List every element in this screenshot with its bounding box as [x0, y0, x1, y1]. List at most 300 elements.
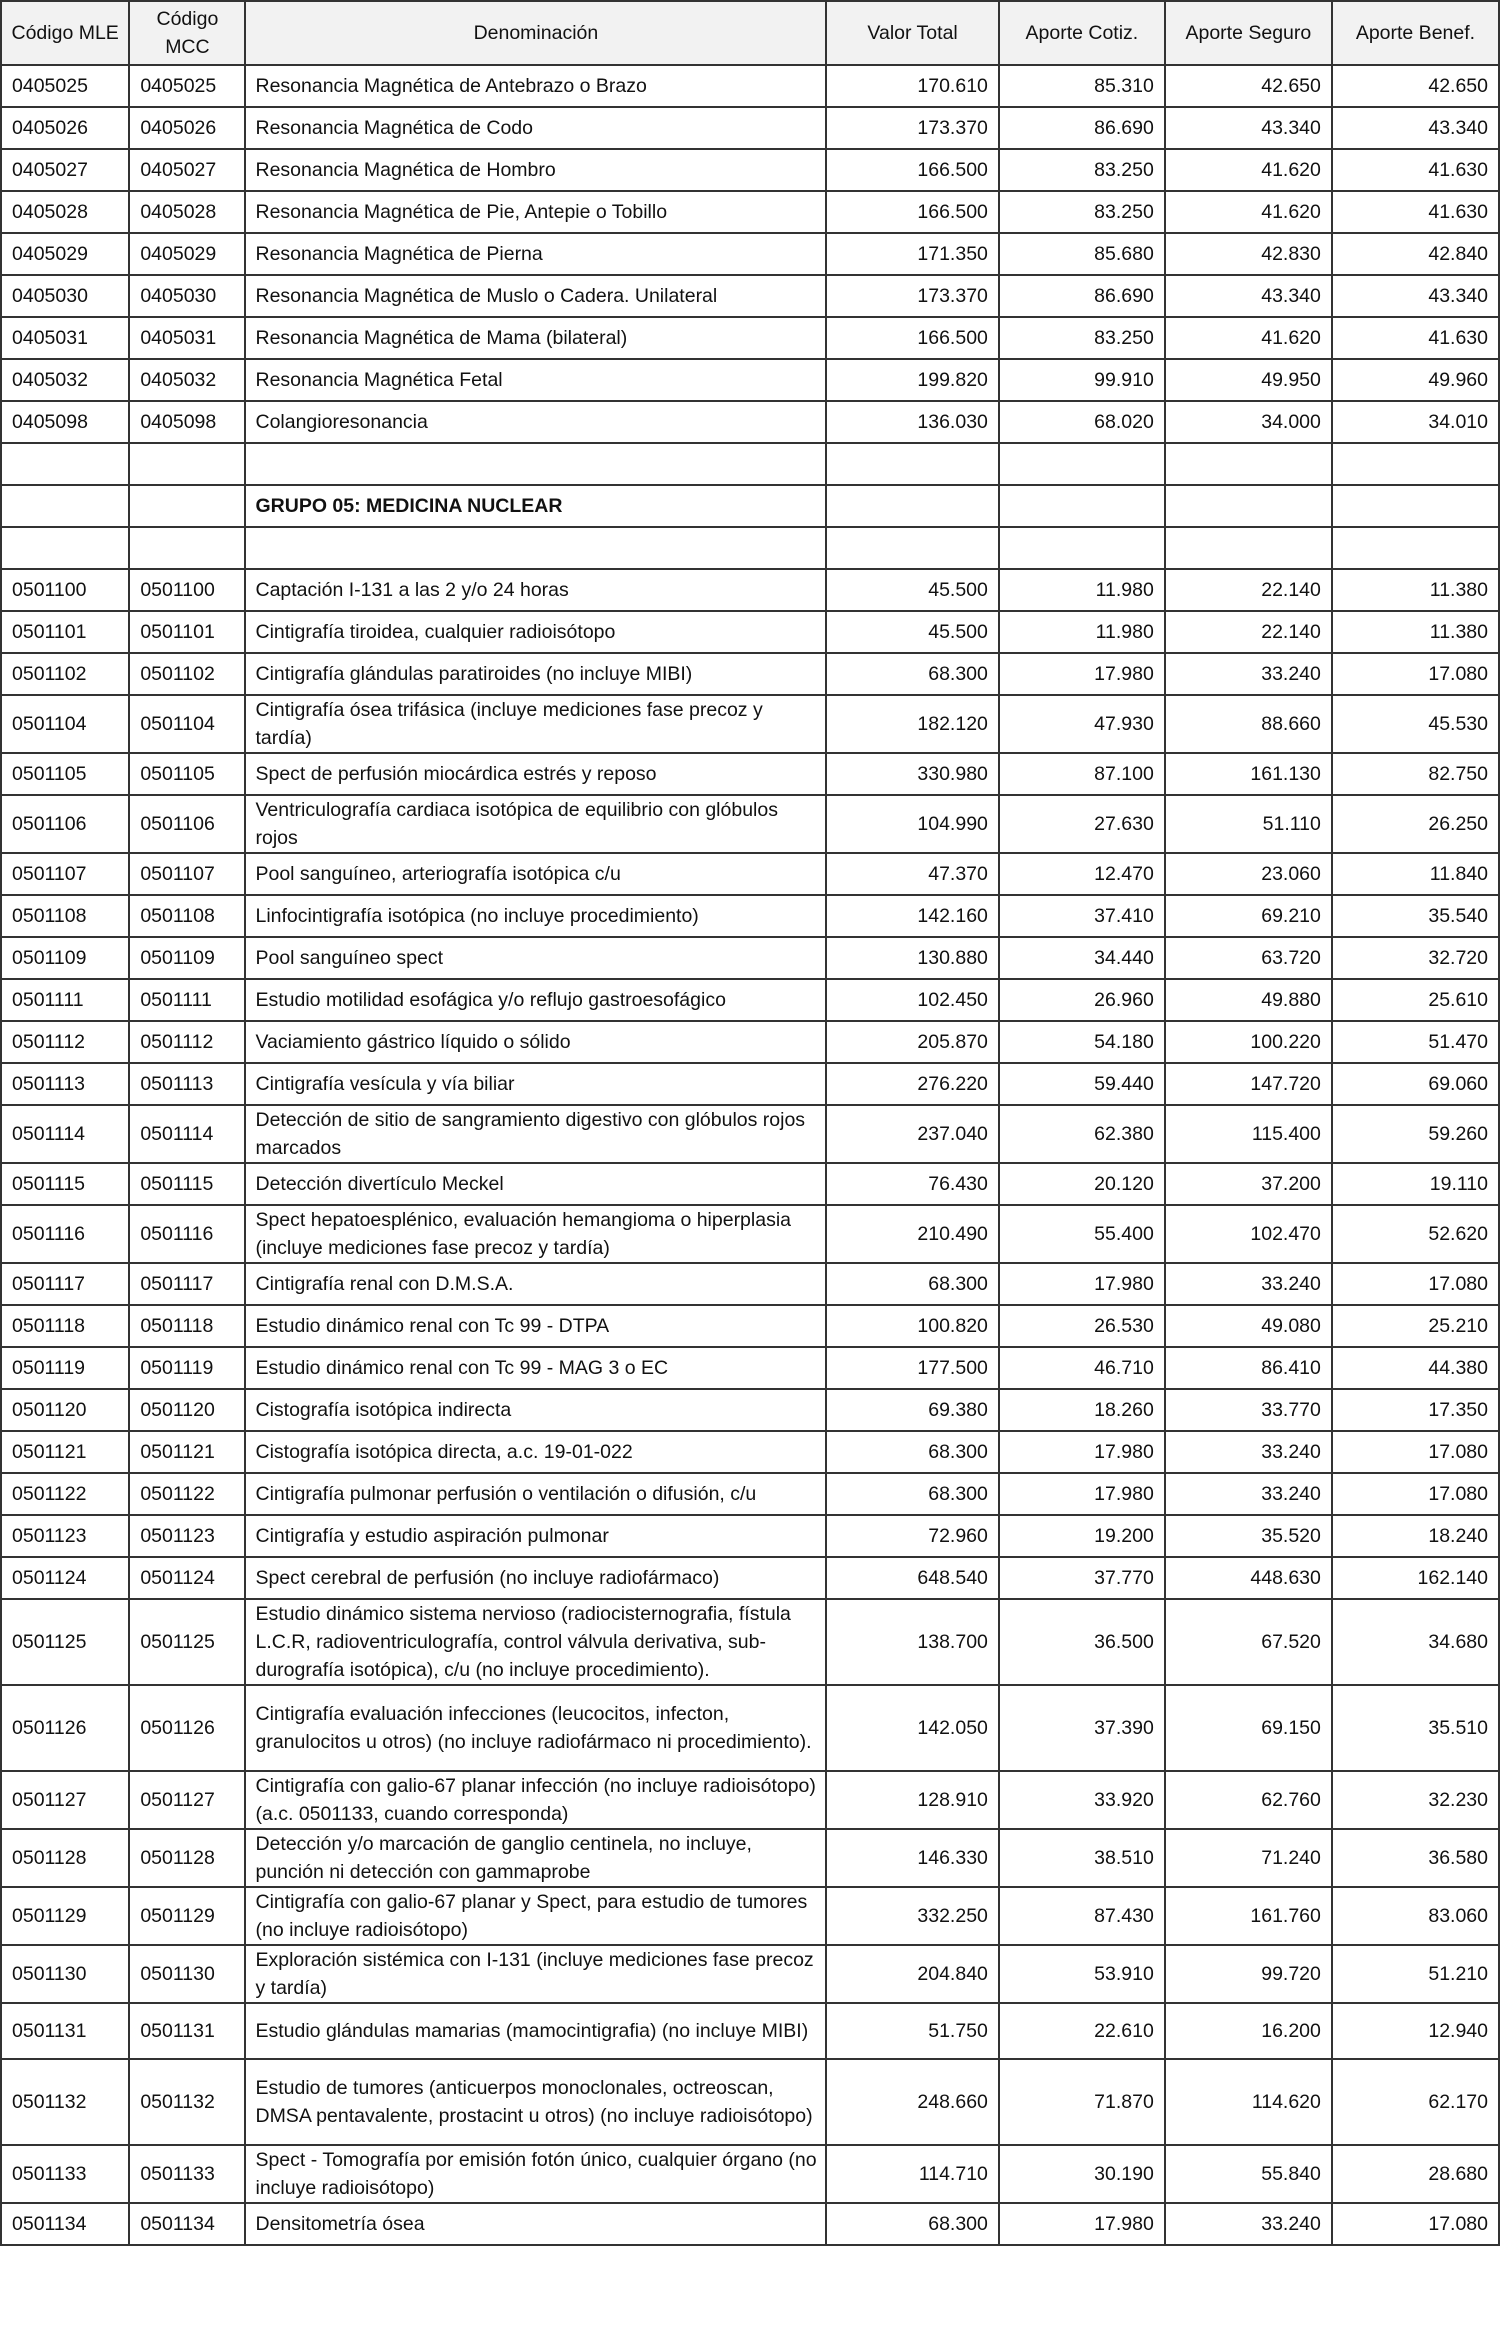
- cell-aporte-cotiz: 86.690: [999, 107, 1165, 149]
- cell-aporte-benef: 17.080: [1332, 2203, 1499, 2245]
- cell-aporte-seguro: 100.220: [1165, 1021, 1332, 1063]
- cell-codigo-mle: 0501106: [1, 795, 129, 853]
- cell-aporte-seguro: 115.400: [1165, 1105, 1332, 1163]
- header-row: [1, 1, 1499, 65]
- cell-denominacion: Resonancia Magnética de Pie, Antepie o Tobillo: [245, 191, 826, 233]
- cell-denominacion: Spect hepatoesplénico, evaluación hemangioma o hiperplasia (incluye mediciones fase precoz y tardía): [245, 1205, 826, 1263]
- cell-denominacion: Ventriculografía cardiaca isotópica de equilibrio con glóbulos rojos: [245, 795, 826, 853]
- cell-valor-total: 114.710: [826, 2145, 999, 2203]
- cell-aporte-benef: 43.340: [1332, 275, 1499, 317]
- table-row: [1, 1163, 1499, 1205]
- cell-codigo-mle: 0501102: [1, 653, 129, 695]
- cell-aporte-benef: 17.350: [1332, 1389, 1499, 1431]
- cell-valor-total: [826, 527, 999, 569]
- cell-aporte-benef: 162.140: [1332, 1557, 1499, 1599]
- cell-aporte-seguro: 67.520: [1165, 1599, 1332, 1685]
- cell-denominacion: Detección divertículo Meckel: [245, 1163, 826, 1205]
- cell-codigo-mle: 0405029: [1, 233, 129, 275]
- cell-aporte-benef: 17.080: [1332, 653, 1499, 695]
- table-row: [1, 569, 1499, 611]
- cell-denominacion: Estudio glándulas mamarias (mamocintigrafia) (no incluye MIBI): [245, 2003, 826, 2059]
- cell-denominacion: Resonancia Magnética de Antebrazo o Brazo: [245, 65, 826, 107]
- cell-codigo-mcc: 0501107: [129, 853, 245, 895]
- header-denominacion: Denominación: [245, 1, 826, 65]
- cell-valor-total: 177.500: [826, 1347, 999, 1389]
- cell-aporte-seguro: 49.080: [1165, 1305, 1332, 1347]
- table-row: [1, 317, 1499, 359]
- cell-codigo-mcc: 0501121: [129, 1431, 245, 1473]
- cell-aporte-benef: 49.960: [1332, 359, 1499, 401]
- cell-denominacion: Cintigrafía evaluación infecciones (leucocitos, infecton, granulocitos u otros) (no incluye radiofármaco ni procedimiento).: [245, 1685, 826, 1771]
- cell-codigo-mcc: 0405031: [129, 317, 245, 359]
- cell-codigo-mle: 0501124: [1, 1557, 129, 1599]
- cell-aporte-cotiz: 71.870: [999, 2059, 1165, 2145]
- cell-aporte-benef: 11.840: [1332, 853, 1499, 895]
- cell-denominacion: Resonancia Magnética de Pierna: [245, 233, 826, 275]
- cell-aporte-benef: 12.940: [1332, 2003, 1499, 2059]
- cell-aporte-cotiz: 18.260: [999, 1389, 1165, 1431]
- header-aporte-seguro: Aporte Seguro: [1165, 1, 1332, 65]
- cell-aporte-seguro: 71.240: [1165, 1829, 1332, 1887]
- cell-aporte-benef: 42.840: [1332, 233, 1499, 275]
- cell-codigo-mcc: 0501119: [129, 1347, 245, 1389]
- cell-codigo-mle: 0501120: [1, 1389, 129, 1431]
- cell-valor-total: 199.820: [826, 359, 999, 401]
- cell-valor-total: 45.500: [826, 611, 999, 653]
- table-row: [1, 1557, 1499, 1599]
- cell-codigo-mle: 0501134: [1, 2203, 129, 2245]
- cell-aporte-cotiz: 55.400: [999, 1205, 1165, 1263]
- cell-codigo-mle: 0501115: [1, 1163, 129, 1205]
- cell-codigo-mle: 0405025: [1, 65, 129, 107]
- cell-valor-total: 205.870: [826, 1021, 999, 1063]
- cell-codigo-mle: 0501112: [1, 1021, 129, 1063]
- cell-valor-total: 173.370: [826, 275, 999, 317]
- cell-denominacion: GRUPO 05: MEDICINA NUCLEAR: [245, 485, 826, 527]
- cell-codigo-mle: 0501101: [1, 611, 129, 653]
- cell-codigo-mcc: 0405025: [129, 65, 245, 107]
- table-row: [1, 895, 1499, 937]
- cell-aporte-seguro: 114.620: [1165, 2059, 1332, 2145]
- cell-codigo-mcc: 0501105: [129, 753, 245, 795]
- cell-valor-total: 648.540: [826, 1557, 999, 1599]
- cell-valor-total: 210.490: [826, 1205, 999, 1263]
- blank-row: [1, 443, 1499, 485]
- cell-aporte-cotiz: 46.710: [999, 1347, 1165, 1389]
- cell-denominacion: Spect de perfusión miocárdica estrés y reposo: [245, 753, 826, 795]
- cell-codigo-mle: [1, 485, 129, 527]
- cell-valor-total: 237.040: [826, 1105, 999, 1163]
- cell-codigo-mle: 0501108: [1, 895, 129, 937]
- cell-denominacion: Densitometría ósea: [245, 2203, 826, 2245]
- cell-aporte-benef: [1332, 527, 1499, 569]
- cell-codigo-mcc: 0501106: [129, 795, 245, 853]
- cell-denominacion: Cintigrafía tiroidea, cualquier radioisótopo: [245, 611, 826, 653]
- table-row: [1, 149, 1499, 191]
- cell-aporte-seguro: 102.470: [1165, 1205, 1332, 1263]
- cell-aporte-benef: 32.720: [1332, 937, 1499, 979]
- cell-aporte-cotiz: [999, 527, 1165, 569]
- table-row: [1, 2203, 1499, 2245]
- cell-codigo-mcc: 0501118: [129, 1305, 245, 1347]
- cell-codigo-mcc: 0501111: [129, 979, 245, 1021]
- cell-aporte-cotiz: 26.960: [999, 979, 1165, 1021]
- table-row: [1, 1389, 1499, 1431]
- cell-codigo-mle: 0405026: [1, 107, 129, 149]
- cell-denominacion: Resonancia Magnética de Codo: [245, 107, 826, 149]
- cell-denominacion: Exploración sistémica con I-131 (incluye mediciones fase precoz y tardía): [245, 1945, 826, 2003]
- cell-denominacion: Resonancia Magnética de Mama (bilateral): [245, 317, 826, 359]
- cell-valor-total: 72.960: [826, 1515, 999, 1557]
- cell-codigo-mcc: 0405098: [129, 401, 245, 443]
- cell-codigo-mcc: 0501100: [129, 569, 245, 611]
- cell-valor-total: [826, 443, 999, 485]
- table-row: [1, 2003, 1499, 2059]
- cell-codigo-mle: 0405031: [1, 317, 129, 359]
- group-header-row: [1, 485, 1499, 527]
- cell-aporte-seguro: 43.340: [1165, 107, 1332, 149]
- cell-aporte-seguro: 86.410: [1165, 1347, 1332, 1389]
- cell-codigo-mcc: 0501114: [129, 1105, 245, 1163]
- cell-aporte-benef: 35.540: [1332, 895, 1499, 937]
- cell-codigo-mcc: 0501108: [129, 895, 245, 937]
- cell-aporte-cotiz: 62.380: [999, 1105, 1165, 1163]
- table-row: [1, 1105, 1499, 1163]
- cell-aporte-seguro: 33.770: [1165, 1389, 1332, 1431]
- cell-codigo-mle: 0501132: [1, 2059, 129, 2145]
- cell-denominacion: Cintigrafía ósea trifásica (incluye mediciones fase precoz y tardía): [245, 695, 826, 753]
- cell-aporte-benef: 25.210: [1332, 1305, 1499, 1347]
- cell-aporte-cotiz: 26.530: [999, 1305, 1165, 1347]
- cell-valor-total: 68.300: [826, 1263, 999, 1305]
- cell-codigo-mle: 0501109: [1, 937, 129, 979]
- cell-codigo-mcc: 0501126: [129, 1685, 245, 1771]
- cell-codigo-mle: 0405098: [1, 401, 129, 443]
- cell-aporte-cotiz: 12.470: [999, 853, 1165, 895]
- cell-aporte-benef: 42.650: [1332, 65, 1499, 107]
- table-row: [1, 611, 1499, 653]
- cell-aporte-benef: 11.380: [1332, 611, 1499, 653]
- cell-codigo-mcc: 0405028: [129, 191, 245, 233]
- cell-aporte-seguro: 33.240: [1165, 653, 1332, 695]
- cell-aporte-cotiz: 99.910: [999, 359, 1165, 401]
- cell-codigo-mle: 0501122: [1, 1473, 129, 1515]
- cell-aporte-cotiz: 83.250: [999, 149, 1165, 191]
- cell-aporte-seguro: 88.660: [1165, 695, 1332, 753]
- cell-valor-total: 68.300: [826, 1473, 999, 1515]
- blank-row: [1, 527, 1499, 569]
- cell-denominacion: Estudio dinámico renal con Tc 99 - DTPA: [245, 1305, 826, 1347]
- cell-aporte-cotiz: 22.610: [999, 2003, 1165, 2059]
- cell-aporte-cotiz: 17.980: [999, 2203, 1165, 2245]
- cell-codigo-mcc: 0501129: [129, 1887, 245, 1945]
- cell-denominacion: Estudio motilidad esofágica y/o reflujo gastroesofágico: [245, 979, 826, 1021]
- cell-codigo-mle: 0501105: [1, 753, 129, 795]
- cell-aporte-benef: 52.620: [1332, 1205, 1499, 1263]
- cell-aporte-cotiz: 38.510: [999, 1829, 1165, 1887]
- cell-aporte-cotiz: 19.200: [999, 1515, 1165, 1557]
- cell-aporte-benef: 69.060: [1332, 1063, 1499, 1105]
- cell-valor-total: 69.380: [826, 1389, 999, 1431]
- table-row: [1, 401, 1499, 443]
- cell-valor-total: 130.880: [826, 937, 999, 979]
- cell-aporte-seguro: 69.150: [1165, 1685, 1332, 1771]
- cell-valor-total: [826, 485, 999, 527]
- cell-aporte-benef: 44.380: [1332, 1347, 1499, 1389]
- cell-aporte-cotiz: [999, 443, 1165, 485]
- cell-aporte-cotiz: 11.980: [999, 569, 1165, 611]
- cell-valor-total: 166.500: [826, 191, 999, 233]
- cell-codigo-mcc: 0501130: [129, 1945, 245, 2003]
- cell-denominacion: Resonancia Magnética de Muslo o Cadera. Unilateral: [245, 275, 826, 317]
- table-row: [1, 1473, 1499, 1515]
- cell-codigo-mcc: 0405027: [129, 149, 245, 191]
- cell-codigo-mle: 0501116: [1, 1205, 129, 1263]
- cell-aporte-cotiz: 17.980: [999, 1263, 1165, 1305]
- cell-valor-total: 68.300: [826, 653, 999, 695]
- header-codigo-mle: Código MLE: [1, 1, 129, 65]
- cell-valor-total: 128.910: [826, 1771, 999, 1829]
- cell-codigo-mle: 0501117: [1, 1263, 129, 1305]
- cell-denominacion: Detección y/o marcación de ganglio centinela, no incluye, punción ni detección con gammaprobe: [245, 1829, 826, 1887]
- cell-aporte-seguro: 43.340: [1165, 275, 1332, 317]
- cell-codigo-mcc: 0501102: [129, 653, 245, 695]
- cell-codigo-mle: 0405028: [1, 191, 129, 233]
- cell-denominacion: Spect cerebral de perfusión (no incluye radiofármaco): [245, 1557, 826, 1599]
- cell-aporte-cotiz: 83.250: [999, 317, 1165, 359]
- cell-valor-total: 47.370: [826, 853, 999, 895]
- cell-codigo-mcc: 0405029: [129, 233, 245, 275]
- cell-codigo-mcc: [129, 527, 245, 569]
- cell-denominacion: Resonancia Magnética Fetal: [245, 359, 826, 401]
- cell-codigo-mle: 0501113: [1, 1063, 129, 1105]
- cell-codigo-mle: 0501128: [1, 1829, 129, 1887]
- cell-codigo-mle: 0501118: [1, 1305, 129, 1347]
- cell-valor-total: 142.050: [826, 1685, 999, 1771]
- cell-aporte-seguro: 448.630: [1165, 1557, 1332, 1599]
- header-aporte-cotiz: Aporte Cotiz.: [999, 1, 1165, 65]
- cell-valor-total: 45.500: [826, 569, 999, 611]
- table-row: [1, 1685, 1499, 1771]
- cell-aporte-benef: 51.470: [1332, 1021, 1499, 1063]
- cell-aporte-cotiz: 86.690: [999, 275, 1165, 317]
- cell-aporte-seguro: 62.760: [1165, 1771, 1332, 1829]
- cell-denominacion: Captación I-131 a las 2 y/o 24 horas: [245, 569, 826, 611]
- cell-denominacion: Cintigrafía con galio-67 planar infección (no incluye radioisótopo) (a.c. 0501133, cuando corresponda): [245, 1771, 826, 1829]
- cell-aporte-cotiz: 33.920: [999, 1771, 1165, 1829]
- cell-aporte-seguro: [1165, 443, 1332, 485]
- header-codigo-mcc: Código MCC: [129, 1, 245, 65]
- table-row: [1, 275, 1499, 317]
- cell-codigo-mcc: 0501115: [129, 1163, 245, 1205]
- cell-aporte-seguro: 51.110: [1165, 795, 1332, 853]
- cell-codigo-mle: 0501130: [1, 1945, 129, 2003]
- cell-valor-total: 173.370: [826, 107, 999, 149]
- cell-aporte-cotiz: 27.630: [999, 795, 1165, 853]
- cell-codigo-mcc: [129, 485, 245, 527]
- cell-codigo-mle: 0501126: [1, 1685, 129, 1771]
- cell-aporte-seguro: 33.240: [1165, 1263, 1332, 1305]
- cell-aporte-seguro: 41.620: [1165, 191, 1332, 233]
- cell-codigo-mcc: 0501128: [129, 1829, 245, 1887]
- cell-codigo-mcc: 0501109: [129, 937, 245, 979]
- cell-denominacion: Pool sanguíneo spect: [245, 937, 826, 979]
- cell-codigo-mcc: 0501132: [129, 2059, 245, 2145]
- cell-valor-total: 136.030: [826, 401, 999, 443]
- cell-aporte-seguro: 34.000: [1165, 401, 1332, 443]
- cell-aporte-benef: [1332, 485, 1499, 527]
- cell-aporte-benef: 35.510: [1332, 1685, 1499, 1771]
- cell-aporte-cotiz: 54.180: [999, 1021, 1165, 1063]
- cell-codigo-mcc: 0405026: [129, 107, 245, 149]
- cell-valor-total: 146.330: [826, 1829, 999, 1887]
- cell-aporte-benef: 17.080: [1332, 1263, 1499, 1305]
- cell-codigo-mle: 0501131: [1, 2003, 129, 2059]
- cell-aporte-seguro: 49.880: [1165, 979, 1332, 1021]
- cell-aporte-cotiz: 17.980: [999, 653, 1165, 695]
- cell-aporte-cotiz: 68.020: [999, 401, 1165, 443]
- cell-aporte-benef: 34.680: [1332, 1599, 1499, 1685]
- cell-valor-total: 166.500: [826, 317, 999, 359]
- table-row: [1, 653, 1499, 695]
- cell-aporte-seguro: 41.620: [1165, 317, 1332, 359]
- cell-valor-total: 330.980: [826, 753, 999, 795]
- cell-denominacion: Detección de sitio de sangramiento digestivo con glóbulos rojos marcados: [245, 1105, 826, 1163]
- cell-codigo-mle: 0501129: [1, 1887, 129, 1945]
- table-row: [1, 107, 1499, 149]
- cell-aporte-seguro: 23.060: [1165, 853, 1332, 895]
- cell-codigo-mcc: 0501120: [129, 1389, 245, 1431]
- cell-valor-total: 248.660: [826, 2059, 999, 2145]
- cell-valor-total: 51.750: [826, 2003, 999, 2059]
- table-row: [1, 1945, 1499, 2003]
- cell-codigo-mle: [1, 527, 129, 569]
- cell-denominacion: Resonancia Magnética de Hombro: [245, 149, 826, 191]
- cell-aporte-cotiz: 36.500: [999, 1599, 1165, 1685]
- table-row: [1, 2059, 1499, 2145]
- cell-codigo-mcc: 0501104: [129, 695, 245, 753]
- table-row: [1, 359, 1499, 401]
- cell-aporte-cotiz: 53.910: [999, 1945, 1165, 2003]
- cell-aporte-seguro: 22.140: [1165, 611, 1332, 653]
- cell-aporte-benef: 59.260: [1332, 1105, 1499, 1163]
- cell-aporte-seguro: 55.840: [1165, 2145, 1332, 2203]
- table-row: [1, 1515, 1499, 1557]
- cell-aporte-benef: 83.060: [1332, 1887, 1499, 1945]
- cell-valor-total: 76.430: [826, 1163, 999, 1205]
- cell-aporte-seguro: 37.200: [1165, 1163, 1332, 1205]
- cell-aporte-seguro: 41.620: [1165, 149, 1332, 191]
- cell-denominacion: [245, 443, 826, 485]
- cell-valor-total: 166.500: [826, 149, 999, 191]
- cell-codigo-mcc: 0405032: [129, 359, 245, 401]
- cell-aporte-benef: 32.230: [1332, 1771, 1499, 1829]
- cell-codigo-mle: [1, 443, 129, 485]
- cell-aporte-cotiz: 87.100: [999, 753, 1165, 795]
- cell-valor-total: 204.840: [826, 1945, 999, 2003]
- cell-aporte-cotiz: 59.440: [999, 1063, 1165, 1105]
- cell-aporte-benef: 26.250: [1332, 795, 1499, 853]
- cell-aporte-cotiz: 37.390: [999, 1685, 1165, 1771]
- cell-aporte-cotiz: 30.190: [999, 2145, 1165, 2203]
- cell-denominacion: Pool sanguíneo, arteriografía isotópica c/u: [245, 853, 826, 895]
- cell-aporte-cotiz: [999, 485, 1165, 527]
- cell-aporte-cotiz: 20.120: [999, 1163, 1165, 1205]
- table-row: [1, 1771, 1499, 1829]
- cell-aporte-benef: 51.210: [1332, 1945, 1499, 2003]
- cell-codigo-mcc: 0501125: [129, 1599, 245, 1685]
- cell-aporte-cotiz: 17.980: [999, 1473, 1165, 1515]
- cell-valor-total: 68.300: [826, 2203, 999, 2245]
- cell-aporte-seguro: 161.130: [1165, 753, 1332, 795]
- cell-codigo-mcc: 0501116: [129, 1205, 245, 1263]
- cell-codigo-mcc: 0501127: [129, 1771, 245, 1829]
- table-row: [1, 2145, 1499, 2203]
- cell-aporte-benef: 34.010: [1332, 401, 1499, 443]
- cell-denominacion: Cintigrafía pulmonar perfusión o ventilación o difusión, c/u: [245, 1473, 826, 1515]
- cell-codigo-mle: 0501119: [1, 1347, 129, 1389]
- cell-aporte-benef: 11.380: [1332, 569, 1499, 611]
- cell-denominacion: Cistografía isotópica indirecta: [245, 1389, 826, 1431]
- cell-aporte-seguro: [1165, 527, 1332, 569]
- cell-codigo-mcc: 0501131: [129, 2003, 245, 2059]
- cell-denominacion: Cintigrafía y estudio aspiración pulmonar: [245, 1515, 826, 1557]
- table-row: [1, 1263, 1499, 1305]
- table-row: [1, 1829, 1499, 1887]
- table-row: [1, 1887, 1499, 1945]
- cell-valor-total: 142.160: [826, 895, 999, 937]
- cell-aporte-benef: 19.110: [1332, 1163, 1499, 1205]
- cell-aporte-seguro: 33.240: [1165, 1431, 1332, 1473]
- cell-codigo-mle: 0501111: [1, 979, 129, 1021]
- cell-valor-total: 102.450: [826, 979, 999, 1021]
- cell-valor-total: 332.250: [826, 1887, 999, 1945]
- cell-codigo-mle: 0501114: [1, 1105, 129, 1163]
- cell-aporte-seguro: 147.720: [1165, 1063, 1332, 1105]
- cell-codigo-mle: 0405032: [1, 359, 129, 401]
- cell-valor-total: 170.610: [826, 65, 999, 107]
- cell-aporte-benef: 17.080: [1332, 1473, 1499, 1515]
- cell-codigo-mcc: 0501101: [129, 611, 245, 653]
- cell-denominacion: Estudio de tumores (anticuerpos monoclonales, octreoscan, DMSA pentavalente, prostacint u otros) (no incluye radioisótopo): [245, 2059, 826, 2145]
- cell-denominacion: [245, 527, 826, 569]
- cell-codigo-mcc: 0501134: [129, 2203, 245, 2245]
- cell-aporte-seguro: [1165, 485, 1332, 527]
- cell-codigo-mle: 0501121: [1, 1431, 129, 1473]
- cell-codigo-mcc: 0501117: [129, 1263, 245, 1305]
- cell-codigo-mle: 0501127: [1, 1771, 129, 1829]
- cell-denominacion: Estudio dinámico renal con Tc 99 - MAG 3 o EC: [245, 1347, 826, 1389]
- cell-denominacion: Estudio dinámico sistema nervioso (radiocisternografia, fístula L.C.R, radioventriculografía, control válvula derivativa, sub-durografía isotópica), c/u (no incluye procedimiento).: [245, 1599, 826, 1685]
- cell-aporte-benef: [1332, 443, 1499, 485]
- cell-codigo-mle: 0405027: [1, 149, 129, 191]
- cell-aporte-benef: 82.750: [1332, 753, 1499, 795]
- table-row: [1, 795, 1499, 853]
- cell-aporte-seguro: 22.140: [1165, 569, 1332, 611]
- header-aporte-benef: Aporte Benef.: [1332, 1, 1499, 65]
- cell-aporte-benef: 17.080: [1332, 1431, 1499, 1473]
- cell-denominacion: Cintigrafía glándulas paratiroides (no incluye MIBI): [245, 653, 826, 695]
- cell-codigo-mcc: 0405030: [129, 275, 245, 317]
- cell-codigo-mcc: 0501113: [129, 1063, 245, 1105]
- table-row: [1, 695, 1499, 753]
- cell-aporte-cotiz: 85.680: [999, 233, 1165, 275]
- cell-valor-total: 138.700: [826, 1599, 999, 1685]
- cell-aporte-seguro: 35.520: [1165, 1515, 1332, 1557]
- table-row: [1, 1205, 1499, 1263]
- cell-codigo-mcc: 0501112: [129, 1021, 245, 1063]
- cell-aporte-seguro: 42.650: [1165, 65, 1332, 107]
